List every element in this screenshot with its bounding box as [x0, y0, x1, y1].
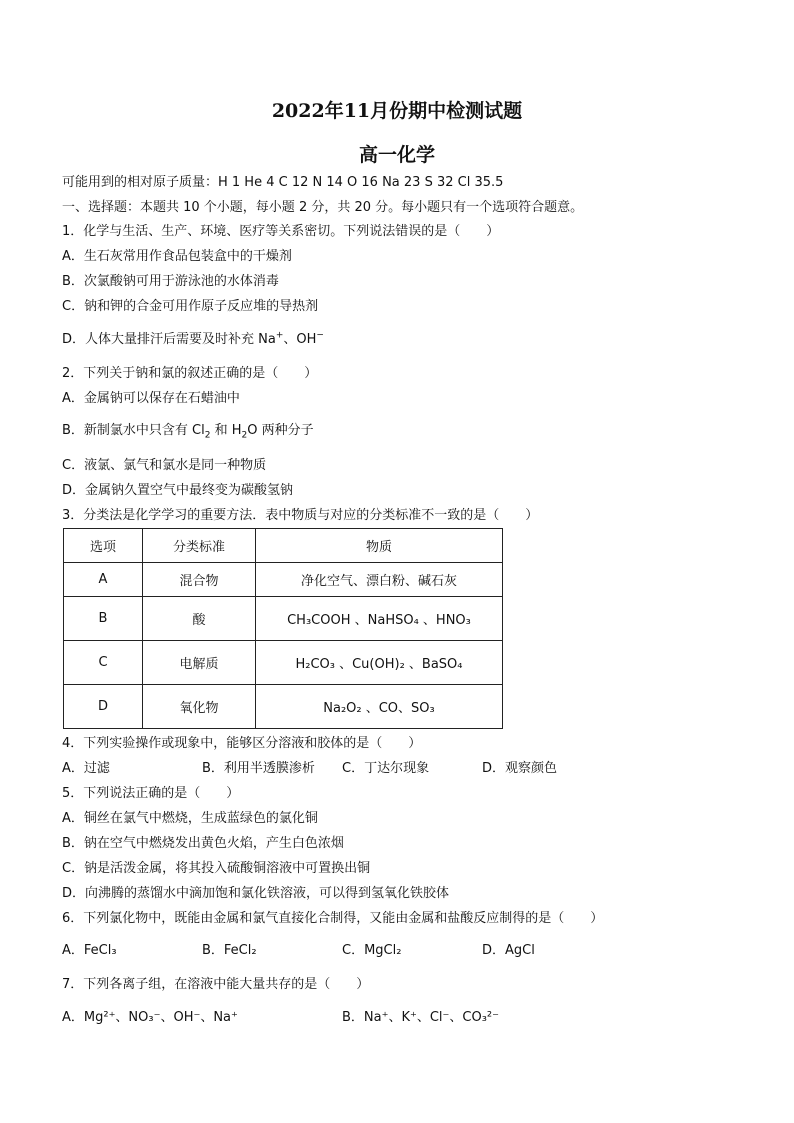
- table-header-cell: 分类标准: [143, 529, 256, 563]
- classification-table: [63, 528, 503, 729]
- q2-option-d: D．金属钠久置空气中最终变为碳酸氢钠: [62, 483, 294, 498]
- q4-option-c: C．丁达尔现象: [342, 761, 430, 776]
- table-cell-option: D: [64, 685, 143, 729]
- q1-d-sup1: +: [275, 330, 284, 341]
- q4-option-b: B．利用半透膜渗析: [202, 761, 315, 776]
- table-cell-option: C: [64, 641, 143, 685]
- atomic-masses: 可能用到的相对原子质量：H 1 He 4 C 12 N 14 O 16 Na 23 S 32 Cl 35.5: [62, 175, 504, 190]
- q5-option-d: D．向沸腾的蒸馏水中滴加饱和氯化铁溶液，可以得到氢氧化铁胶体: [62, 886, 450, 901]
- q4-option-d: D．观察颜色: [482, 761, 558, 776]
- table-header-row: [64, 529, 503, 563]
- subject-title: 高一化学: [358, 144, 435, 166]
- q7-stem: 7．下列各离子组，在溶液中能大量共存的是（ ）: [62, 977, 370, 992]
- q4-stem: 4．下列实验操作或现象中，能够区分溶液和胶体的是（ ）: [62, 736, 422, 751]
- q5-stem: 5．下列说法正确的是（ ）: [62, 786, 240, 801]
- q5-option-c: C．钠是活泼金属，将其投入硫酸铜溶液中可置换出铜: [62, 861, 371, 876]
- q1-option-a: A．生石灰常用作食品包装盒中的干燥剂: [62, 249, 292, 264]
- q2-b-sub2: 2: [241, 430, 248, 441]
- q5-option-b: B．钠在空气中燃烧发出黄色火焰，产生白色浓烟: [62, 836, 344, 851]
- q4-option-a: A．过滤: [62, 761, 110, 776]
- table-cell-substances: CH₃COOH 、NaHSO₄ 、HNO₃: [256, 597, 503, 641]
- q6-options: [62, 942, 535, 960]
- q7-option-b: B．Na⁺、K⁺、Cl⁻、CO₃²⁻: [342, 1010, 500, 1025]
- q6-option-c: C．MgCl₂: [342, 943, 402, 958]
- table-cell-option: A: [64, 563, 143, 597]
- q1-stem: 1．化学与生活、生产、环境、医疗等关系密切。下列说法错误的是（ ）: [62, 224, 500, 239]
- q1-option-d: [62, 331, 324, 349]
- table-cell-standard: 混合物: [143, 563, 256, 597]
- q6-option-d: D．AgCl: [482, 943, 535, 958]
- q2-stem: 2．下列关于钠和氯的叙述正确的是（ ）: [62, 366, 318, 381]
- q7-options: [62, 1009, 499, 1027]
- q7-option-a: A．Mg²⁺、NO₃⁻、OH⁻、Na⁺: [62, 1010, 238, 1025]
- table-cell-standard: 酸: [143, 597, 256, 641]
- q2-option-b: [62, 422, 314, 440]
- q1-option-b: B．次氯酸钠可用于游泳池的水体消毒: [62, 274, 279, 289]
- q5-option-a: A．铜丝在氯气中燃烧，生成蓝绿色的氯化铜: [62, 811, 318, 826]
- q1-d-prefix: D．人体大量排汗后需要及时补充 Na: [62, 332, 276, 347]
- exam-title: 2022年11月份期中检测试题: [271, 100, 523, 122]
- q4-options: [62, 760, 557, 778]
- table-cell-standard: 电解质: [143, 641, 256, 685]
- q2-option-c: C．液氯、氯气和氯水是同一种物质: [62, 458, 267, 473]
- table-cell-substances: Na₂O₂ 、CO、SO₃: [256, 685, 503, 729]
- table-cell-substances: 净化空气、漂白粉、碱石灰: [256, 563, 503, 597]
- q2-b-prefix: B．新制氯水中只含有 Cl: [62, 423, 205, 438]
- q6-option-a: A．FeCl₃: [62, 943, 117, 958]
- table-cell-substances: H₂CO₃ 、Cu(OH)₂ 、BaSO₄: [256, 641, 503, 685]
- table-row: [64, 685, 503, 729]
- table-cell-option: B: [64, 597, 143, 641]
- q1-option-c: C．钠和钾的合金可用作原子反应堆的导热剂: [62, 299, 319, 314]
- table-header-cell: 选项: [64, 529, 143, 563]
- q2-option-a: A．金属钠可以保存在石蜡油中: [62, 391, 240, 406]
- q6-option-b: B．FeCl₂: [202, 943, 257, 958]
- q1-d-sup2: −: [316, 330, 324, 341]
- table-row: [64, 597, 503, 641]
- q2-b-sub1: 2: [204, 430, 211, 441]
- section-heading: 一、选择题：本题共 10 个小题，每小题 2 分，共 20 分。每小题只有一个选项符合题意。: [62, 200, 584, 215]
- q6-stem: 6．下列氯化物中，既能由金属和氯气直接化合制得，又能由金属和盐酸反应制得的是（ ）: [62, 911, 604, 926]
- q2-b-mid: 和 H: [210, 423, 242, 438]
- table-row: [64, 563, 503, 597]
- q1-d-mid: 、OH: [283, 332, 317, 347]
- table-row: [64, 641, 503, 685]
- q2-b-suffix: O 两种分子: [247, 423, 314, 438]
- q3-stem: 3．分类法是化学学习的重要方法．表中物质与对应的分类标准不一致的是（ ）: [62, 508, 539, 523]
- table-header-cell: 物质: [256, 529, 503, 563]
- table-cell-standard: 氧化物: [143, 685, 256, 729]
